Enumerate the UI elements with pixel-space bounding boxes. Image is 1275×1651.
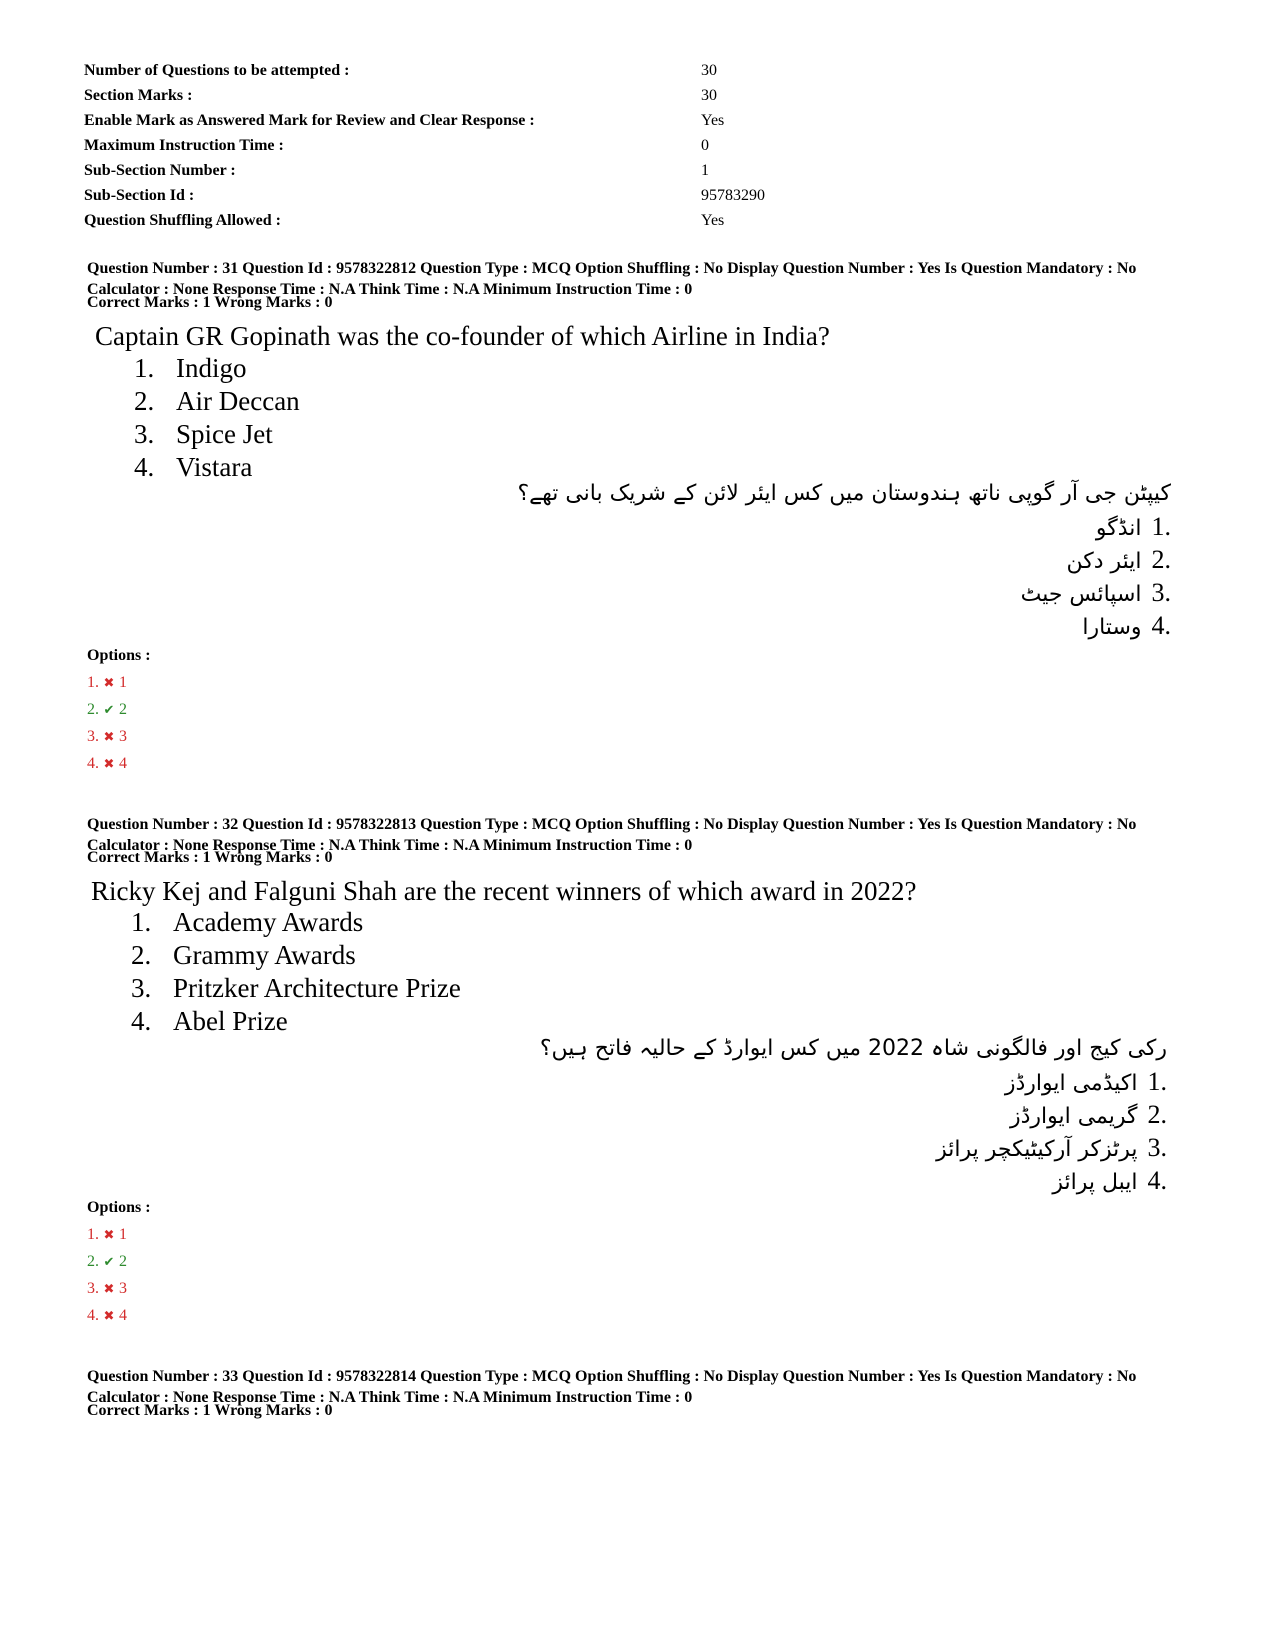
cross-icon: ✖: [103, 1281, 115, 1296]
english-option: 4. Vistara: [134, 452, 253, 482]
meta-label: Maximum Instruction Time :: [84, 137, 284, 154]
meta-value: Yes: [701, 112, 725, 129]
meta-label: Question Shuffling Allowed :: [84, 212, 281, 229]
meta-label: Sub-Section Id :: [84, 187, 195, 204]
english-option: 1. Academy Awards: [131, 907, 364, 937]
meta-row: [84, 158, 1184, 183]
answer-option: 2. ✔ 2: [87, 1248, 127, 1275]
english-option: 1. Indigo: [134, 353, 247, 383]
english-options: [131, 906, 461, 1038]
answer-options: [87, 669, 127, 777]
question-header: Question Number : 31 Question Id : 9578322812 Question Type : MCQ Option Shuffling : No Display Question Number : Yes Is Question Mandatory : No Calculator : None Response Time : N.A Think Time : N.A Minimum Instruction Time : 0: [87, 260, 1137, 298]
meta-label: Section Marks :: [84, 87, 193, 104]
cross-icon: ✖: [103, 1308, 115, 1323]
meta-value: 0: [701, 137, 709, 154]
urdu-block: [540, 1033, 1167, 1197]
answer-options: [87, 1221, 127, 1329]
question-text-english: Captain GR Gopinath was the co-founder of which Airline in India?: [95, 321, 830, 351]
meta-row: [84, 108, 1184, 133]
answer-option: 3. ✖ 3: [87, 723, 127, 750]
cross-icon: ✖: [103, 756, 115, 771]
answer-option: 1. ✖ 1: [87, 1221, 127, 1248]
meta-row: [84, 183, 1184, 208]
meta-row: [84, 83, 1184, 108]
urdu-option: .2گریمی ایوارڈز: [1009, 1100, 1167, 1129]
answer-option: 4. ✖ 4: [87, 750, 127, 777]
urdu-option: .4ایبل پرائز: [1052, 1166, 1167, 1195]
urdu-option: .1اکیڈمی ایوارڈز: [1004, 1067, 1167, 1096]
meta-label: Sub-Section Number :: [84, 162, 236, 179]
urdu-option: .4وستارا: [1082, 611, 1171, 640]
question-text-urdu: رکی کیج اور فالگونی شاہ 2022 میں کس ایوارڈ کے حالیہ فاتح ہیں؟: [539, 1036, 1167, 1061]
check-icon: ✔: [103, 1254, 115, 1269]
meta-row: [84, 133, 1184, 158]
answer-option: 1. ✖ 1: [87, 669, 127, 696]
question-marks: Correct Marks : 1 Wrong Marks : 0: [87, 1402, 333, 1419]
answer-option: 4. ✖ 4: [87, 1302, 127, 1329]
options-label: Options :: [87, 647, 151, 664]
answer-option: 3. ✖ 3: [87, 1275, 127, 1302]
question-text-english: Ricky Kej and Falguni Shah are the recent winners of which award in 2022?: [91, 876, 917, 906]
meta-value: 95783290: [701, 187, 765, 204]
english-options: [134, 352, 300, 484]
meta-value: 30: [701, 87, 717, 104]
question-header: Question Number : 33 Question Id : 9578322814 Question Type : MCQ Option Shuffling : No Display Question Number : Yes Is Question Mandatory : No Calculator : None Response Time : N.A Think Time : N.A Minimum Instruction Time : 0: [87, 1368, 1137, 1406]
urdu-block: [518, 478, 1172, 642]
question-header: Question Number : 32 Question Id : 9578322813 Question Type : MCQ Option Shuffling : No Display Question Number : Yes Is Question Mandatory : No Calculator : None Response Time : N.A Think Time : N.A Minimum Instruction Time : 0: [87, 816, 1137, 854]
meta-value: 30: [701, 62, 717, 79]
question-marks: Correct Marks : 1 Wrong Marks : 0: [87, 849, 333, 866]
section-meta: [84, 58, 1184, 233]
question-marks: Correct Marks : 1 Wrong Marks : 0: [87, 294, 333, 311]
urdu-option: .1انڈگو: [1095, 512, 1171, 541]
meta-value: Yes: [701, 212, 725, 229]
cross-icon: ✖: [103, 675, 115, 690]
meta-row: [84, 208, 1184, 233]
meta-label: Number of Questions to be attempted :: [84, 62, 350, 79]
meta-label: Enable Mark as Answered Mark for Review and Clear Response :: [84, 112, 535, 129]
english-option: 2. Grammy Awards: [131, 940, 356, 970]
english-option: 2. Air Deccan: [134, 386, 300, 416]
options-label: Options :: [87, 1199, 151, 1216]
check-icon: ✔: [103, 702, 115, 717]
urdu-option: .3اسپائس جیٹ: [1020, 578, 1171, 607]
cross-icon: ✖: [103, 729, 115, 744]
answer-option: 2. ✔ 2: [87, 696, 127, 723]
urdu-option: .3پرٹزکر آرکیٹیکچر پرائز: [936, 1133, 1167, 1162]
cross-icon: ✖: [103, 1227, 115, 1242]
urdu-option: .2ایئر دکن: [1066, 545, 1171, 574]
english-option: 3. Pritzker Architecture Prize: [131, 973, 461, 1003]
meta-row: [84, 58, 1184, 83]
english-option: 3. Spice Jet: [134, 419, 273, 449]
english-option: 4. Abel Prize: [131, 1006, 288, 1036]
meta-value: 1: [701, 162, 709, 179]
question-text-urdu: کیپٹن جی آر گوپی ناتھ ہندوستان میں کس ایئر لائن کے شریک بانی تھے؟: [517, 481, 1171, 506]
